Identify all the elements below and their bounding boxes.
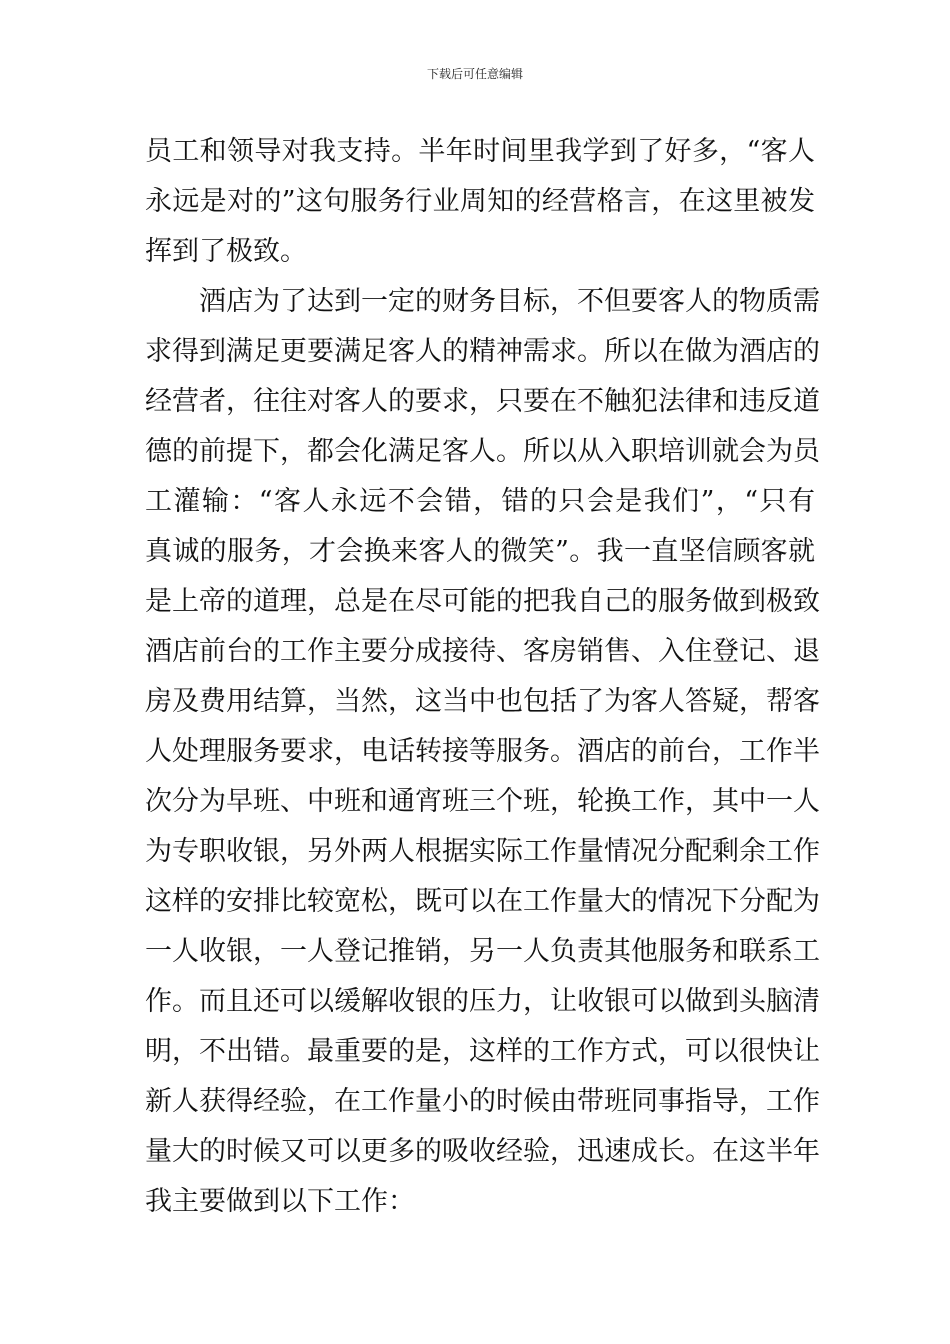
paragraph-2-line-19: 我主要做到以下工作：	[145, 1186, 415, 1217]
paragraph-1-line-2: 永远是对的”这句服务行业周知的经营格言，在这里被发	[145, 186, 815, 217]
paragraph-2-line-16: 明，不出错。最重要的是，这样的工作方式，可以很快让	[145, 1036, 820, 1067]
paragraph-2-line-17: 新人获得经验，在工作量小的时候由带班同事指导，工作	[145, 1086, 820, 1117]
paragraph-2-line-7: 是上帝的道理，总是在尽可能的把我自己的服务做到极致	[145, 586, 820, 617]
paragraph-2-line-10: 人处理服务要求，电话转接等服务。酒店的前台，工作半	[145, 736, 820, 767]
paragraph-2-line-8: 酒店前台的工作主要分成接待、客房销售、入住登记、退	[145, 636, 820, 667]
paragraph-2-line-1: 酒店为了达到一定的财务目标，不但要客人的物质需	[199, 286, 820, 317]
paragraph-2-line-4: 德的前提下，都会化满足客人。所以从入职培训就会为员	[145, 436, 820, 467]
paragraph-2-line-6: 真诚的服务，才会换来客人的微笑”。我一直坚信顾客就	[145, 536, 815, 567]
paragraph-2-line-9: 房及费用结算，当然，这当中也包括了为客人答疑，帮客	[145, 686, 820, 717]
paragraph-2-line-14: 一人收银，一人登记推销，另一人负责其他服务和联系工	[145, 936, 820, 967]
paragraph-2-line-12: 为专职收银，另外两人根据实际工作量情况分配剩余工作	[145, 836, 820, 867]
paragraph-2-line-13: 这样的安排比较宽松，既可以在工作量大的情况下分配为	[145, 886, 820, 917]
paragraph-2-line-5: 工灌输：“客人永远不会错，错的只会是我们”，“只有	[145, 486, 815, 517]
paragraph-2-line-3: 经营者，往往对客人的要求，只要在不触犯法律和违反道	[145, 386, 820, 417]
header-note: 下载后可任意编辑	[426, 67, 523, 81]
paragraph-2-line-15: 作。而且还可以缓解收银的压力，让收银可以做到头脑清	[145, 986, 820, 1017]
paragraph-2-line-11: 次分为早班、中班和通宵班三个班，轮换工作，其中一人	[145, 786, 820, 817]
paragraph-2-line-18: 量大的时候又可以更多的吸收经验，迅速成长。在这半年	[145, 1136, 820, 1167]
paragraph-1-line-3: 挥到了极致。	[145, 236, 307, 267]
paragraph-1-line-1: 员工和领导对我支持。半年时间里我学到了好多，“客人	[145, 136, 815, 167]
paragraph-2-line-2: 求得到满足更要满足客人的精神需求。所以在做为酒店的	[145, 336, 820, 367]
